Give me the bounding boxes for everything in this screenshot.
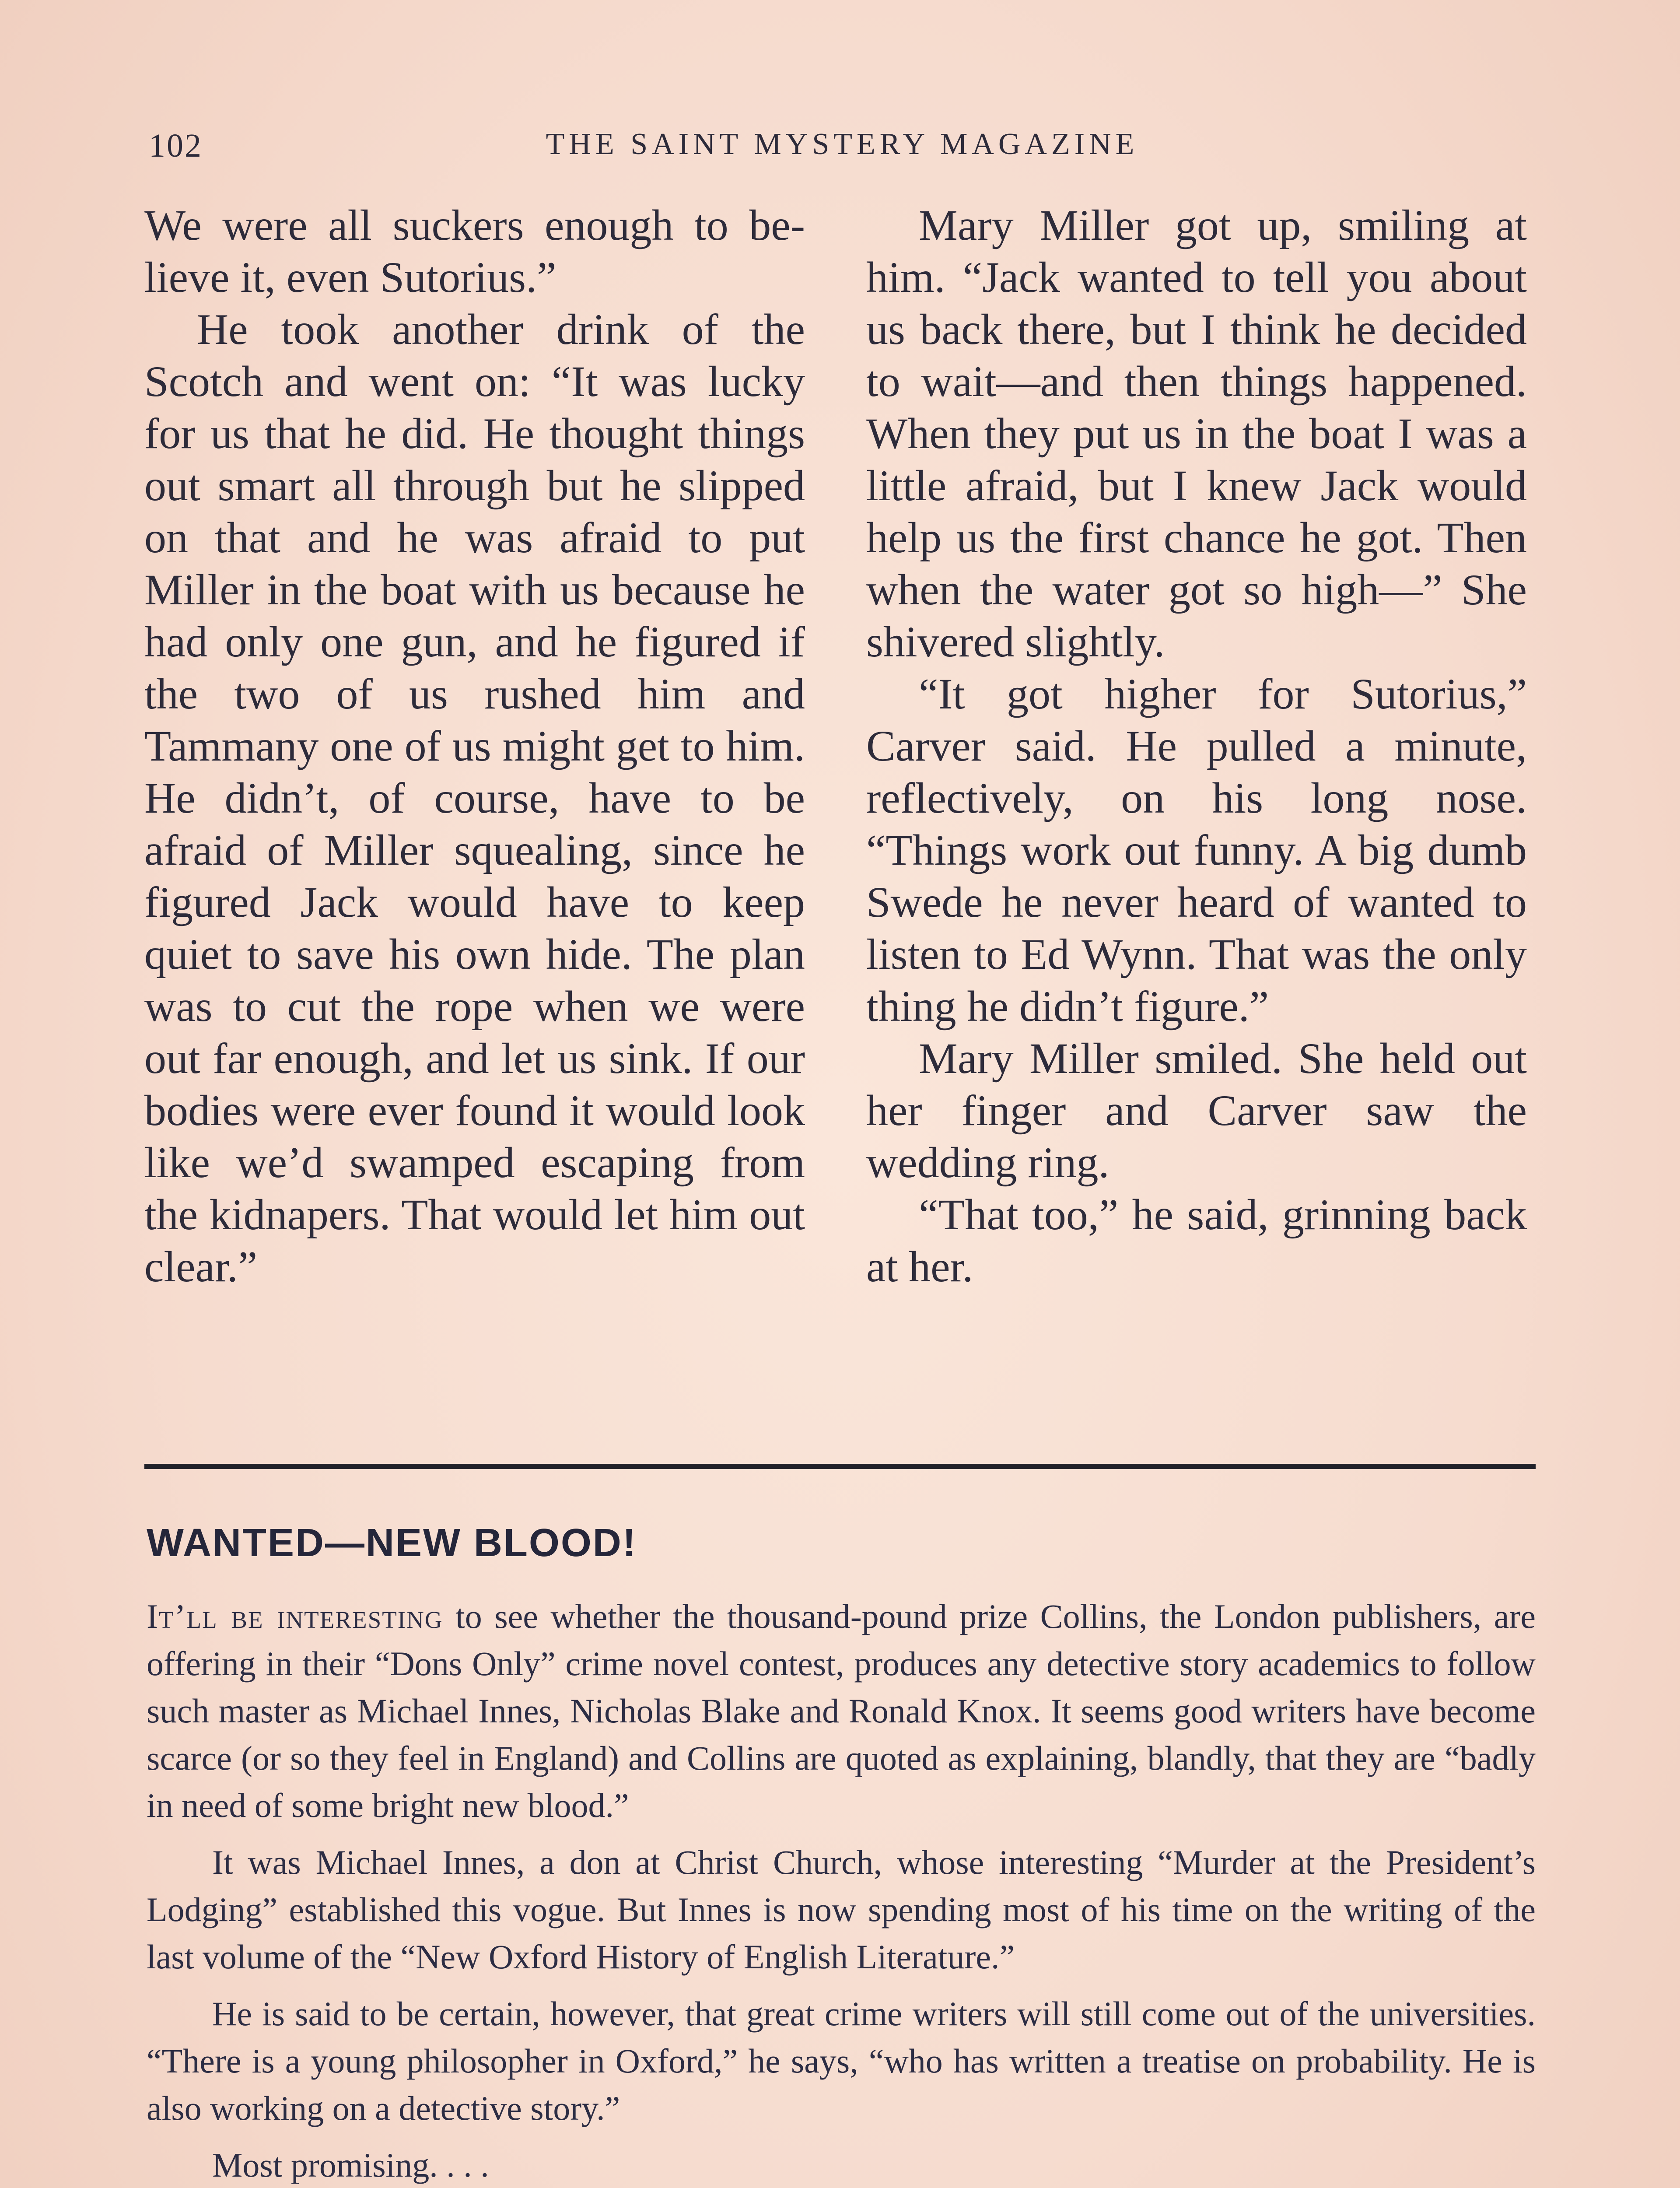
- sidebar-paragraph: [147, 1593, 1536, 1829]
- story-paragraph: “It got higher for Sutorius,” Carver said. He pulled a minute, reflectively, on his long nose. “Things work out funny. A big dumb Swede he never heard of wanted to listen to Ed Wynn. That was the only thing he didn’t figure.”: [866, 670, 1527, 1031]
- sidebar-paragraph: Most promising. . . .: [212, 2146, 489, 2184]
- sidebar-paragraph: It was Michael Innes, a don at Christ Church, whose interesting “Murder at the President’s Lodging” established this vogue. But Innes is now spending most of his time on the writing of the last volume of the “New Oxford History of English Literature.”: [147, 1843, 1536, 1976]
- section-divider: [144, 1464, 1536, 1469]
- story-paragraph: Mary Miller got up, smiling at him. “Jack wanted to tell you about us back there, but I think he decided to wait—and then things happened. When they put us in the boat I was a little afraid, but I knew Jack would help us the first chance he got. Then when the water got so high—” She shivered slightly.: [866, 201, 1527, 666]
- sidebar-lead-in: It’ll be interesting: [147, 1597, 443, 1635]
- sidebar-heading: WANTED—NEW BLOOD!: [147, 1521, 637, 1565]
- running-header: [149, 127, 1536, 175]
- story-paragraph: “That too,” he said, grinning back at her.: [866, 1190, 1527, 1291]
- story-paragraph: He took another drink of the Scotch and went on: “It was lucky for us that he did. He thought things out smart all through but he slipped on that and he was afraid to put Miller in the boat with us because he had only one gun, and he figured if the two of us rushed him and Tammany one of us might get to him. He didn’t, of course, have to be afraid of Miller squealing, since he figured Jack would have to keep quiet to save his own hide. The plan was to cut the rope when we were out far enough, and let us sink. If our bodies were ever found it would look like we’d swamped escaping from the kidnapers. That would let him out clear.”: [144, 305, 805, 1291]
- page-number: 102: [149, 127, 203, 164]
- story-paragraph: We were all suckers enough to believe it, even Sutorius.”: [144, 201, 805, 302]
- sidebar-paragraph: He is said to be certain, however, that great crime writers will still come out of the universities. “There is a young philosopher in Oxford,” he says, “who has written a treatise on probability. He is also working on a detective story.”: [147, 1995, 1536, 2127]
- story-left-column: [144, 199, 805, 1293]
- story-right-column: [866, 199, 1527, 1293]
- story-paragraph: Mary Miller smiled. She held out her finger and Carver saw the wedding ring.: [866, 1034, 1527, 1187]
- magazine-title: THE SAINT MYSTERY MAGAZINE: [546, 127, 1139, 161]
- sidebar-paragraph-text: to see whether the thousand-pound prize Collins, the London publishers, are offering in their “Dons Only” crime novel contest, produces any detective story academics to follow such master as Michael Innes, Nicholas Blake and Ronald Knox. It seems good writers have become scarce (or so they feel in England) and Collins are quoted as explaining, blandly, that they are “badly in need of some bright new blood.”: [147, 1597, 1536, 1824]
- sidebar-article: [147, 1593, 1536, 2188]
